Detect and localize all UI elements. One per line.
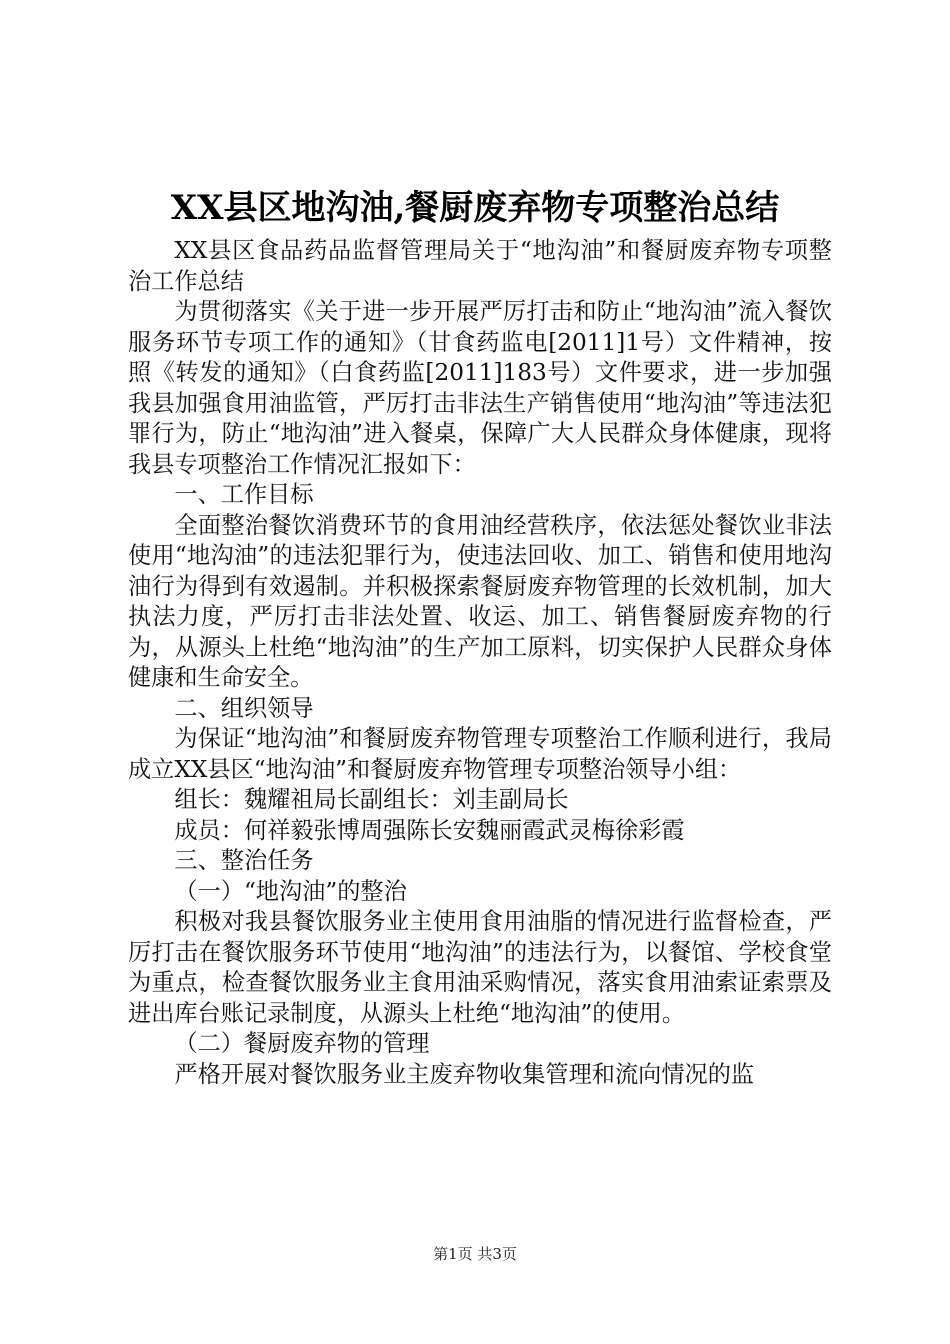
paragraph: 成员：何祥毅张博周强陈长安魏丽霞武灵梅徐彩霞 (174, 816, 685, 844)
paragraph: 严格开展对餐饮服务业主废弃物收集管理和流向情况的监 (174, 1060, 755, 1088)
paragraph: 积极对我县餐饮服务业主使用食用油脂的情况进行监督检查，严厉打击在餐饮服务环节使用“地沟油”的违法行为，以餐馆、学校食堂为重点，检查餐饮服务业主食用油采购情况，落实食用油索证索票及进出库台账记录制度，从源头上杜绝“地沟油”的使用。 (128, 908, 832, 1027)
page-number-footer: 第1页 共3页 (433, 1245, 517, 1263)
paragraph: XX县区食品药品监督管理局关于“地沟油”和餐厨废弃物专项整治工作总结 (128, 237, 832, 295)
subsection-heading: （一）“地沟油”的整治 (174, 877, 407, 905)
paragraph: 为保证“地沟油”和餐厨废弃物管理专项整治工作顺利进行，我局成立XX县区“地沟油”和餐厨废弃物管理专项整治领导小组： (128, 725, 832, 783)
section-heading: 一、工作目标 (174, 481, 314, 508)
paragraph: 全面整治餐饮消费环节的食用油经营秩序，依法惩处餐饮业非法使用“地沟油”的违法犯罪行为，使违法回收、加工、销售和使用地沟油行为得到有效遏制。并积极探索餐厨废弃物管理的长效机制，加大执法力度，严厉打击非法处置、收运、加工、销售餐厨废弃物的行为，从源头上杜绝“地沟油”的生产加工原料，切实保护人民群众身体健康和生命安全。 (128, 511, 832, 691)
paragraph: 为贯彻落实《关于进一步开展严厉打击和防止“地沟油”流入餐饮服务环节专项工作的通知》（甘食药监电[2011]1号）文件精神，按照《转发的通知》（白食药监[2011]183号）文件要求，进一步加强我县加强食用油监管，严厉打击非法生产销售使用“地沟油”等违法犯罪行为，防止“地沟油”进入餐桌，保障广大人民群众身体健康，现将我县专项整治工作情况汇报如下： (128, 298, 832, 478)
subsection-heading: （二）餐厨废弃物的管理 (174, 1030, 430, 1057)
paragraph: 组长：魏耀祖局长副组长：刘圭副局长 (174, 786, 569, 813)
section-heading: 三、整治任务 (174, 847, 314, 874)
document-body (128, 236, 832, 1090)
document-title: XX县区地沟油,餐厨废弃物专项整治总结 (170, 188, 780, 228)
section-heading: 二、组织领导 (174, 694, 314, 722)
